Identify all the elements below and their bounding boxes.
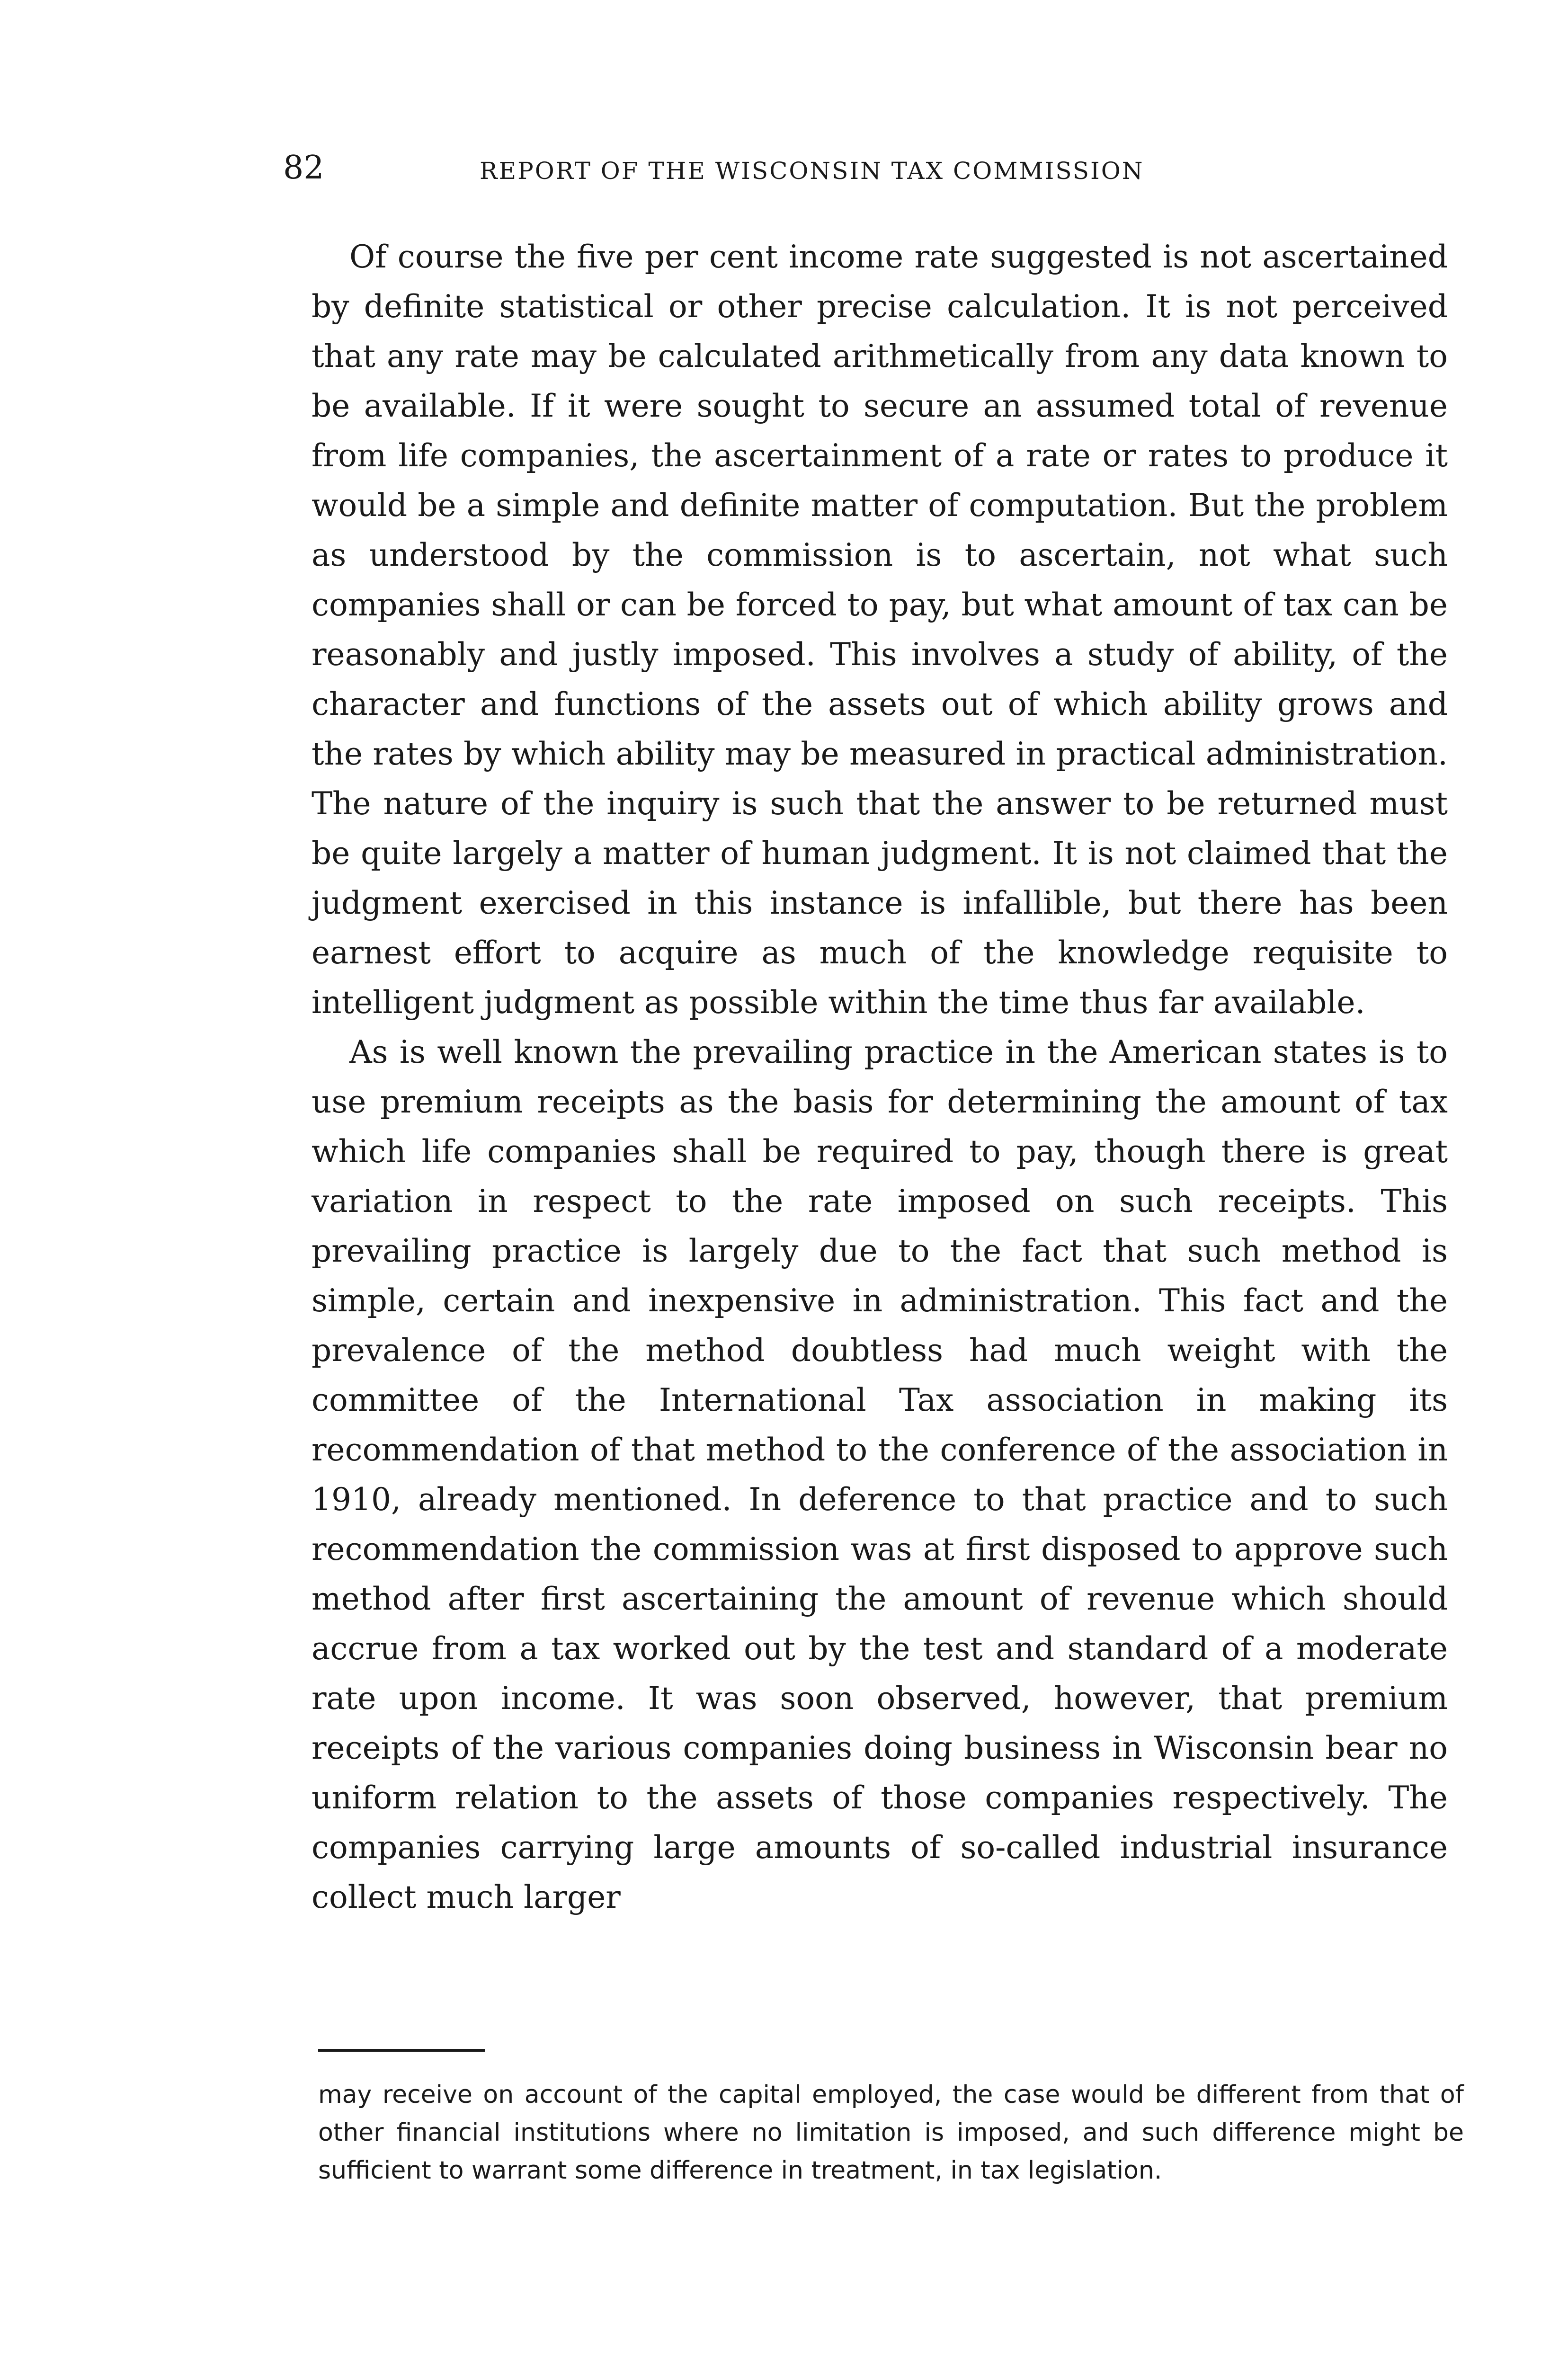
- body-text: [312, 232, 1448, 1922]
- body-paragraph: As is well known the prevailing practice in the American states is to use premium receipts as the basis for determining the amount of tax which life companies shall be required to pay, though there is great variation in respect to the rate imposed on such receipts. This prevailing practice is largely due to the fact that such method is simple, certain and inexpensive in administration. This fact and the prevalence of the method doubtless had much weight with the committee of the International Tax association in making its recommendation of that method to the conference of the association in 1910, already mentioned. In deference to that practice and to such recommendation the commission was at first disposed to approve such method after first ascertaining the amount of revenue which should accrue from a tax worked out by the test and standard of a moderate rate upon income. It was soon observed, however, that premium receipts of the various companies doing business in Wisconsin bear no uniform relation to the assets of those companies respectively. The companies carrying large amounts of so-called industrial insurance collect much larger: [312, 1034, 1448, 1915]
- footnote-divider: [318, 2049, 485, 2052]
- body-paragraph: Of course the five per cent income rate suggested is not ascertained by definite statistical or other precise calculation. It is not perceived that any rate may be calculated arithmetically from any data known to be available. If it were sought to secure an assumed total of revenue from life companies, the ascertainment of a rate or rates to produce it would be a simple and definite matter of computation. But the problem as understood by the commission is to ascertain, not what such companies shall or can be forced to pay, but what amount of tax can be reasonably and justly imposed. This involves a study of ability, of the character and functions of the assets out of which ability grows and the rates by which ability may be measured in practical administration. The nature of the inquiry is such that the answer to be returned must be quite largely a matter of human judgment. It is not claimed that the judgment exercised in this instance is infallible, but there has been earnest effort to acquire as much of the knowledge requisite to intelligent judgment as possible within the time thus far available.: [312, 239, 1448, 1021]
- page-number: 82: [283, 149, 324, 187]
- running-header: [283, 142, 1457, 194]
- footnote-text: may receive on account of the capital employed, the case would be different from that of other financial institutions where no limitation is imposed, and such difference might be sufficient to warrant some difference in treatment, in tax legislation.: [318, 2081, 1464, 2185]
- running-header-title: REPORT OF THE WISCONSIN TAX COMMISSION: [480, 157, 1144, 185]
